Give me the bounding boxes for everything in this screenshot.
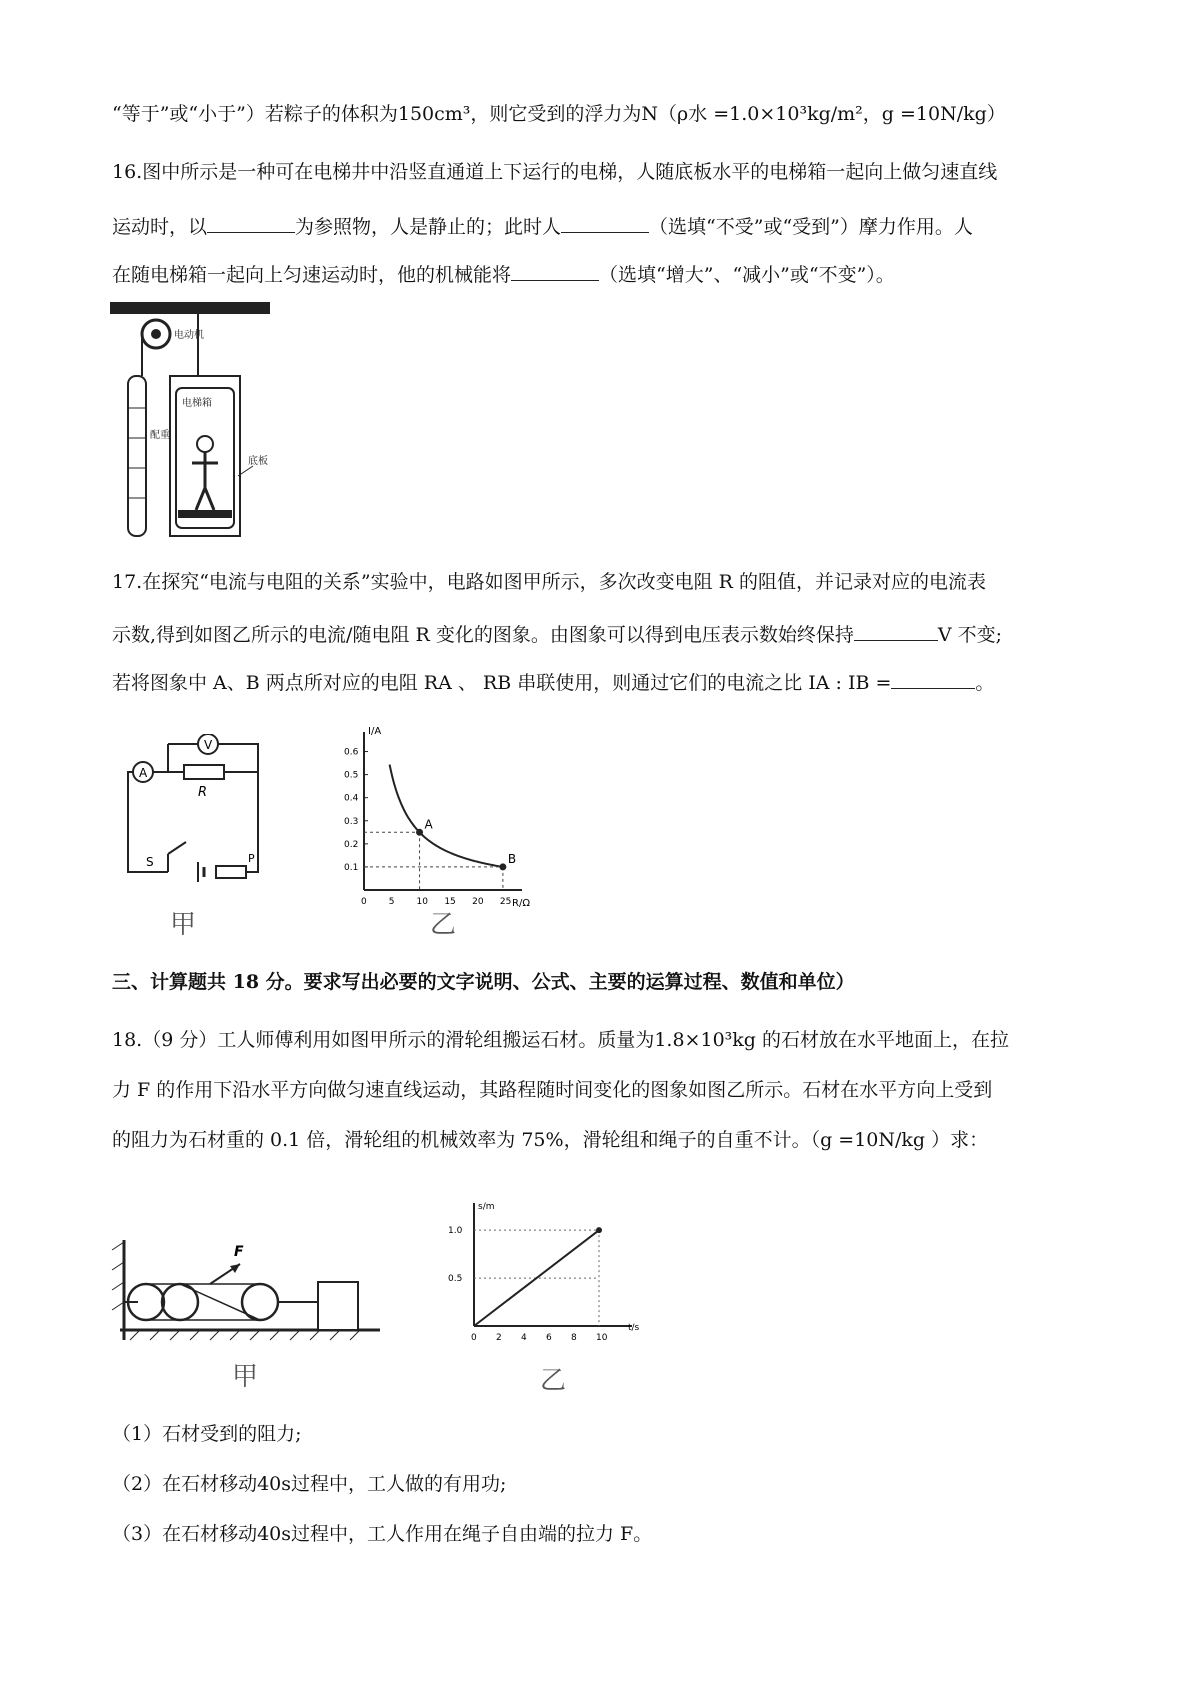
y-tick-label: 0.5 bbox=[448, 1274, 463, 1285]
x-axis-label: t/s bbox=[628, 1323, 640, 1333]
q16-text-d: 在随电梯箱一起向上匀速运动时，他的机械能将 bbox=[112, 264, 512, 286]
q17-text-b: V 不变; bbox=[937, 624, 1002, 646]
ir-graph-caption: 乙 bbox=[430, 910, 457, 940]
y-tick-label: 0.2 bbox=[344, 839, 359, 850]
x-tick-label: 0 bbox=[471, 1333, 477, 1343]
switch-symbol bbox=[168, 842, 186, 854]
person-body bbox=[192, 452, 218, 510]
ir-graph bbox=[342, 718, 532, 914]
ammeter-label: A bbox=[139, 766, 148, 780]
y-tick-label: 0.6 bbox=[344, 747, 359, 758]
rheostat-label: P bbox=[248, 852, 255, 865]
circuit-wire-right bbox=[168, 744, 258, 872]
resistor-symbol bbox=[184, 765, 224, 779]
x-tick-label: 6 bbox=[546, 1333, 552, 1343]
q18-line3: 的阻力为石材重的 0.1 倍，滑轮组的机械效率为 75%，滑轮组和绳子的自重不计。（g =10N/kg ）求： bbox=[112, 1129, 989, 1151]
x-tick-label: 2 bbox=[496, 1333, 502, 1343]
q16-text-e: （选填“增大”、“减小”或“不变”）。 bbox=[599, 264, 895, 286]
point-B bbox=[499, 863, 506, 870]
section3-heading: 三、计算题共 18 分。要求写出必要的文字说明、公式、主要的运算过程、数值和单位） bbox=[112, 971, 855, 993]
x-tick-label: 15 bbox=[444, 897, 456, 907]
elevator-ceiling-beam bbox=[110, 302, 270, 314]
q17-line1: 17.在探究“电流与电阻的关系”实验中，电路如图甲所示，多次改变电阻 R 的阻值，并记录对应的电流表 bbox=[112, 571, 987, 593]
x-tick-label: 10 bbox=[596, 1333, 608, 1343]
q18-line2: 力 F 的作用下沿水平方向做匀速直线运动，其路程随时间变化的图象如图乙所示。石材在水平方向上受到 bbox=[112, 1079, 993, 1101]
q17-blank-voltage[interactable] bbox=[854, 620, 938, 641]
person-head bbox=[197, 436, 213, 452]
x-tick-label: 0 bbox=[361, 897, 367, 907]
q17-blank-ratio[interactable] bbox=[891, 668, 975, 689]
elevator-figure bbox=[108, 298, 278, 544]
q16-blank-reference[interactable] bbox=[207, 212, 295, 233]
y-tick-label: 0.1 bbox=[344, 862, 359, 873]
ir-curve bbox=[390, 765, 503, 867]
circuit-caption: 甲 bbox=[170, 910, 197, 940]
q16-line2 bbox=[112, 212, 973, 241]
q17-line2 bbox=[112, 620, 1002, 649]
q18-sub2: （2）在石材移动40s过程中，工人做的有用功; bbox=[112, 1473, 507, 1495]
st-graph-caption: 乙 bbox=[540, 1366, 567, 1396]
counterweight bbox=[128, 376, 146, 536]
q16-blank-energy[interactable] bbox=[511, 260, 599, 281]
q17-text-d: 。 bbox=[975, 672, 995, 694]
q17-text-a: 示数,得到如图乙所示的电流/随电阻 R 变化的图象。由图象可以得到电压表示数始终保持 bbox=[112, 624, 854, 646]
counterweight-label: 配重 bbox=[150, 430, 170, 441]
point-label-A: A bbox=[424, 817, 433, 832]
elevator-floor bbox=[178, 510, 232, 518]
q18-line1: 18.（9 分）工人师傅利用如图甲所示的滑轮组搬运石材。质量为1.8×10³kg 的石材放在水平地面上，在拉 bbox=[112, 1029, 1009, 1051]
q18-sub1: （1）石材受到的阻力; bbox=[112, 1423, 302, 1445]
rheostat-symbol bbox=[216, 866, 246, 878]
x-tick-label: 5 bbox=[388, 897, 395, 907]
x-tick-label: 4 bbox=[521, 1333, 527, 1343]
q16-line1: 16.图中所示是一种可在电梯井中沿竖直通道上下运行的电梯，人随底板水平的电梯箱一起向上做匀速直线 bbox=[112, 161, 998, 183]
q16-blank-friction[interactable] bbox=[561, 212, 649, 233]
stone-block bbox=[318, 1282, 358, 1330]
q16-text-b: 为参照物，人是静止的；此时人 bbox=[295, 216, 562, 238]
y-axis-label: I/A bbox=[368, 726, 382, 737]
x-axis-label: R/Ω bbox=[512, 898, 530, 909]
x-tick-label: 8 bbox=[571, 1333, 577, 1343]
resistor-label: R bbox=[198, 785, 208, 800]
force-label: F bbox=[234, 1244, 244, 1260]
x-tick-label: 10 bbox=[416, 897, 429, 907]
y-tick-label: 0.4 bbox=[344, 793, 359, 804]
point-label-B: B bbox=[507, 851, 517, 866]
pulley-figure bbox=[110, 1230, 400, 1350]
q16-text-a: 运动时，以 bbox=[112, 216, 208, 238]
pulley-caption: 甲 bbox=[232, 1362, 259, 1392]
motor-label: 电动机 bbox=[174, 330, 204, 341]
q18-sub3: （3）在石材移动40s过程中，工人作用在绳子自由端的拉力 F。 bbox=[112, 1523, 653, 1545]
floor-label: 底板 bbox=[248, 456, 268, 467]
y-tick-label: 0.3 bbox=[344, 816, 359, 827]
y-tick-label: 0.5 bbox=[344, 770, 359, 781]
end-point bbox=[596, 1227, 602, 1233]
st-graph bbox=[446, 1196, 646, 1356]
x-tick-label: 25 bbox=[499, 897, 512, 907]
point-A bbox=[416, 829, 423, 836]
q15-line: “等于”或“小于”）若粽子的体积为150cm³，则它受到的浮力为N（ρ水 =1.0×10³kg/m²，g =10N/kg） bbox=[112, 103, 1006, 125]
y-tick-label: 1.0 bbox=[448, 1226, 463, 1237]
x-tick-label: 20 bbox=[472, 897, 484, 907]
switch-label: S bbox=[146, 855, 154, 869]
q16-text-c: （选填“不受”或“受到”）摩力作用。人 bbox=[649, 216, 973, 238]
q17-text-c: 若将图象中 A、B 两点所对应的电阻 RA 、 RB 串联使用，则通过它们的电流之比 IA : IB = bbox=[112, 672, 892, 694]
voltmeter-label: V bbox=[204, 738, 213, 752]
q16-line3 bbox=[112, 260, 895, 289]
q17-line3 bbox=[112, 668, 994, 697]
car-label: 电梯箱 bbox=[182, 398, 212, 409]
y-axis-label: s/m bbox=[478, 1202, 495, 1212]
circuit-diagram bbox=[108, 734, 276, 910]
